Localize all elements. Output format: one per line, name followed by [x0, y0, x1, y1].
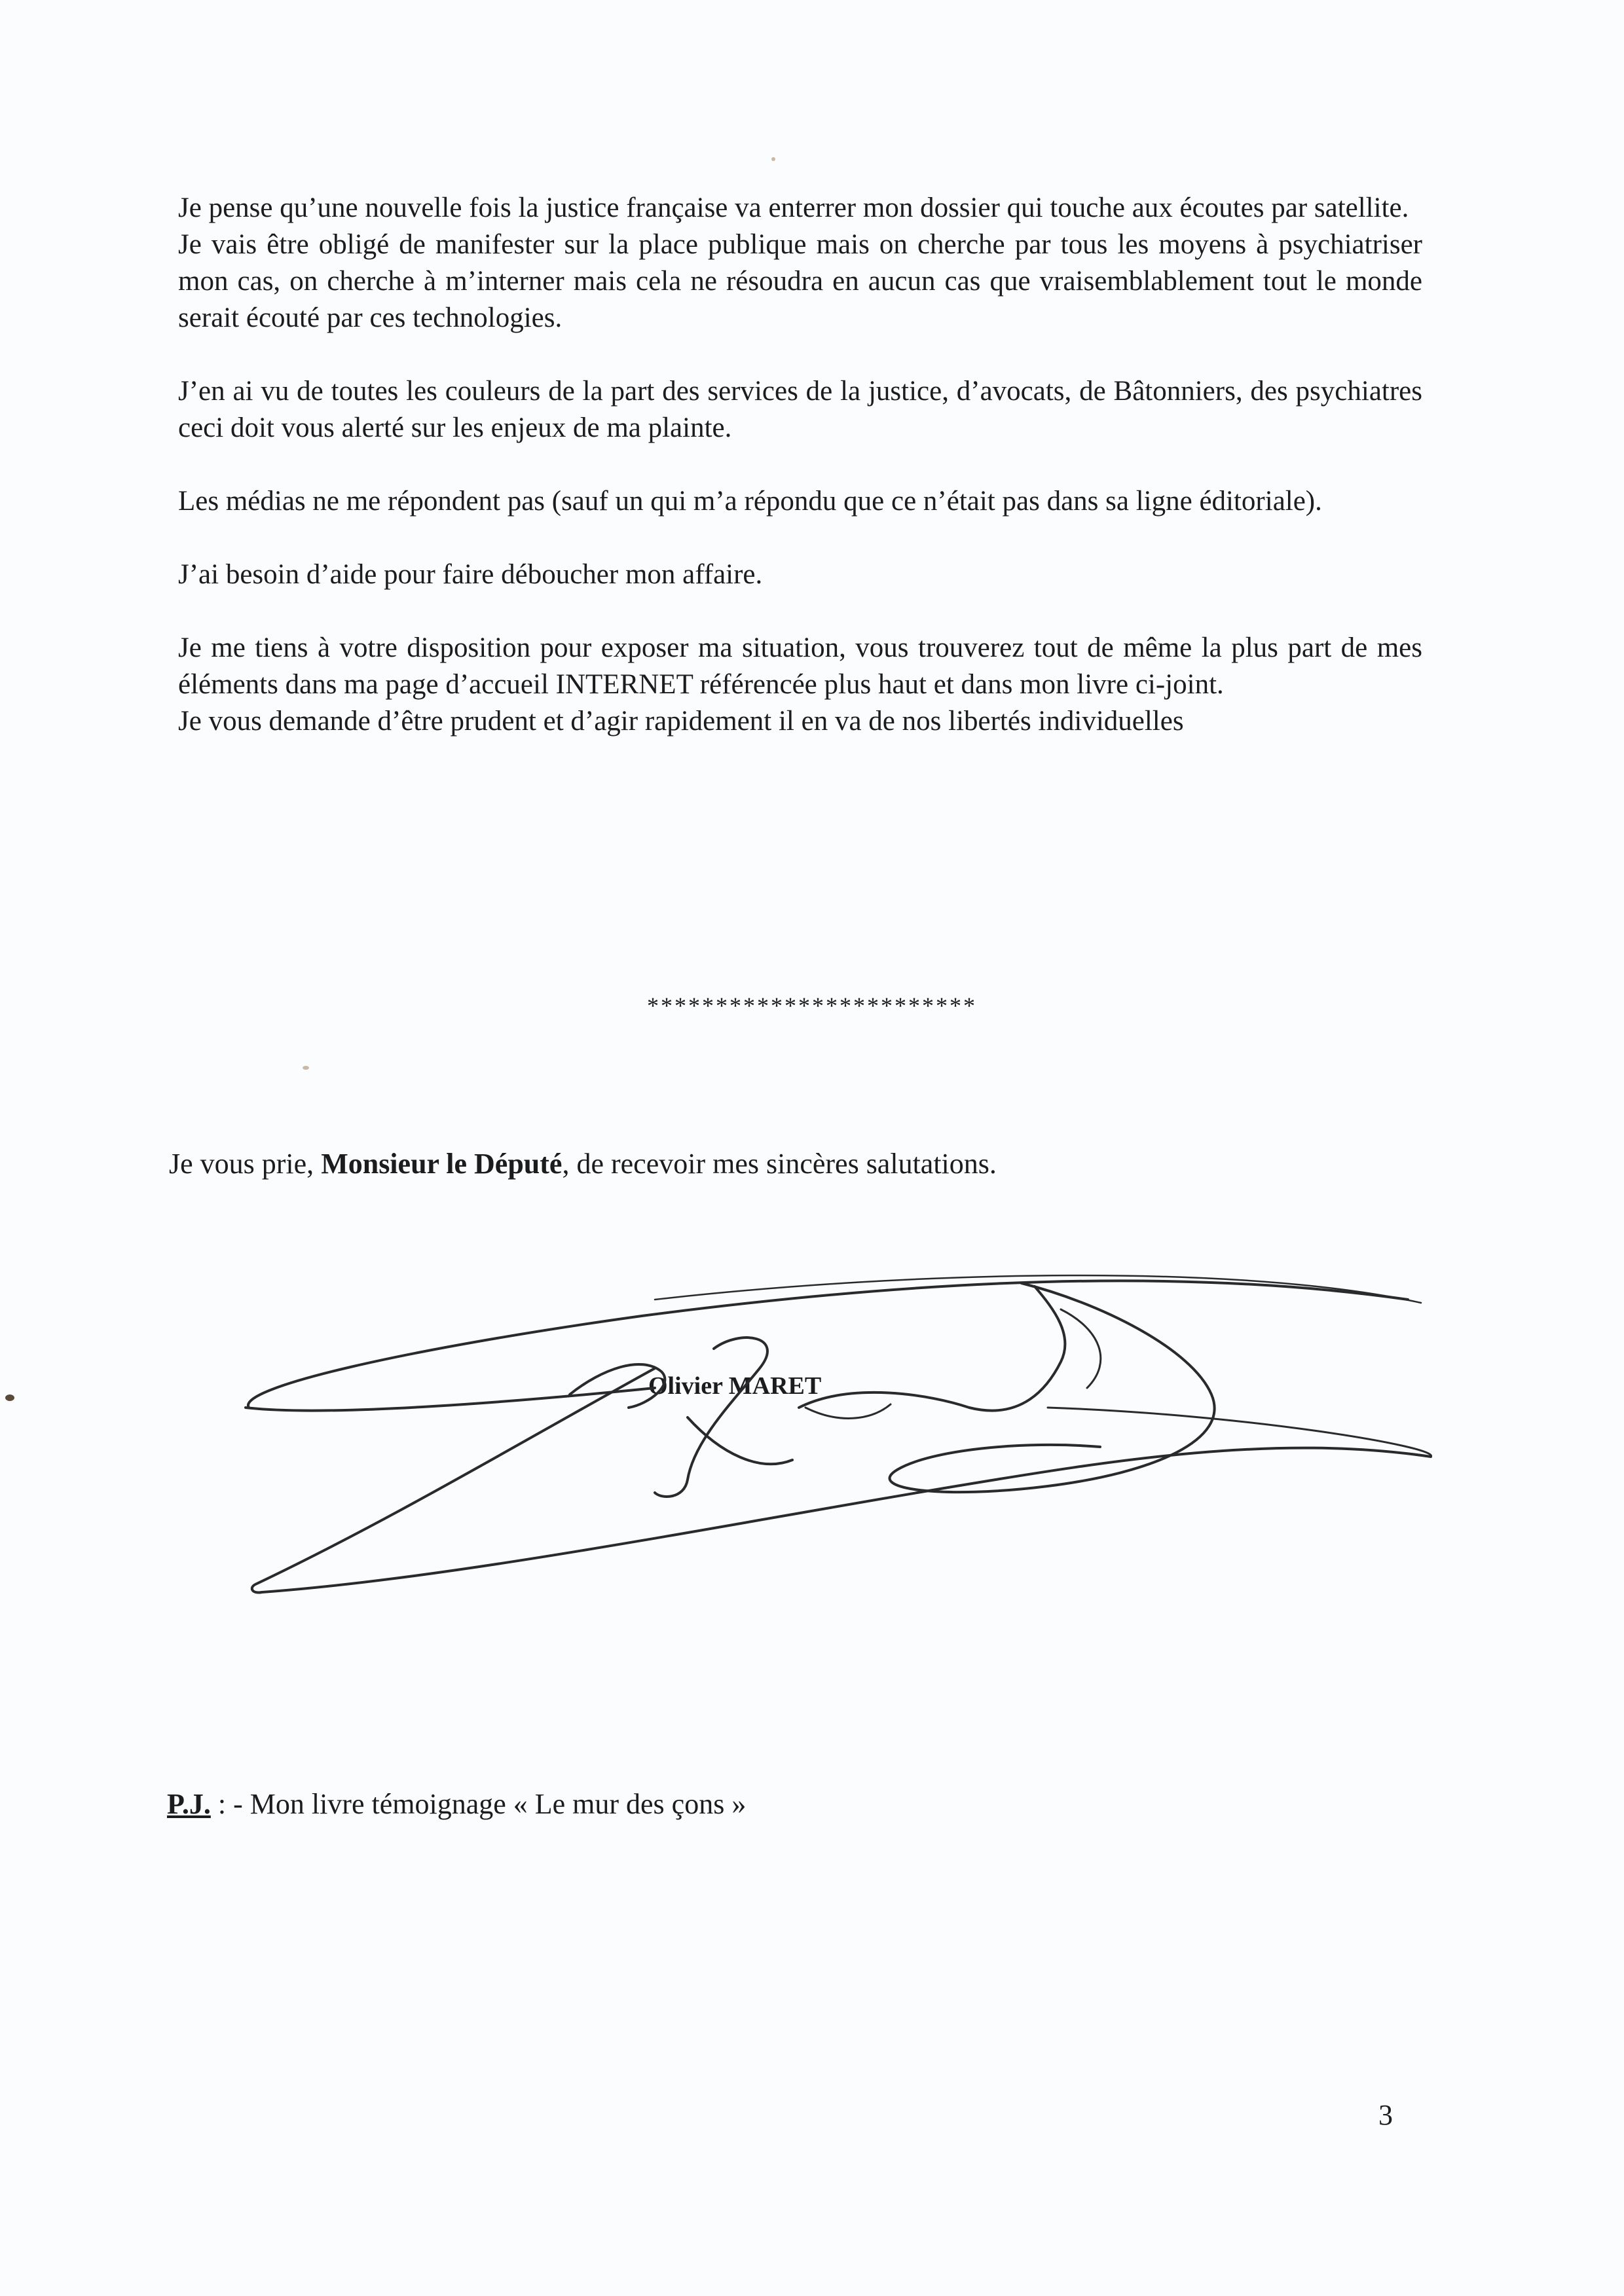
paper-speck	[5, 1394, 14, 1401]
paragraph-prudent: Je vous demande d’être prudent et d’agir rapidement il en va de nos libertés individuelles	[178, 706, 1184, 737]
paragraph-disposition: Je me tiens à votre disposition pour exposer ma situation, vous trouverez tout de même la plus part de mes éléments dans ma page d’accueil INTERNET référencée plus haut et dans mon livre ci-joint.	[178, 632, 1422, 700]
letter-body	[178, 190, 1422, 740]
paper-speck	[771, 157, 775, 161]
signer-name: Olivier MARET	[648, 1372, 822, 1400]
attachment-separator: :	[210, 1788, 234, 1820]
attachment-label: P.J.	[167, 1788, 211, 1820]
closing-after: , de recevoir mes sincères salutations.	[562, 1148, 997, 1180]
page-number: 3	[1378, 2099, 1393, 2131]
paragraph-couleurs: J’en ai vu de toutes les couleurs de la part des services de la justice, d’avocats, de Bâtonniers, des psychiatres ceci doit vous alerté sur les enjeux de ma plainte.	[178, 376, 1422, 443]
paragraph-aide: J’ai besoin d’aide pour faire déboucher mon affaire.	[178, 559, 763, 590]
paragraph-medias: Les médias ne me répondent pas (sauf un qui m’a répondu que ce n’était pas dans sa ligne éditoriale).	[178, 486, 1322, 517]
closing-recipient: Monsieur le Député	[321, 1148, 563, 1180]
attachment-text: - Mon livre témoignage « Le mur des çons »	[233, 1788, 747, 1820]
closing-before: Je vous prie,	[169, 1148, 322, 1180]
paragraph-satellite: Je pense qu’une nouvelle fois la justice française va enterrer mon dossier qui touche aux écoutes par satellite.	[178, 192, 1409, 223]
paper-speck	[303, 1066, 309, 1070]
closing-formula	[169, 1146, 997, 1182]
separator-stars: ************************	[647, 993, 977, 1019]
attachment-line	[167, 1786, 746, 1823]
paragraph-manifester: Je vais être obligé de manifester sur la place publique mais on cherche par tous les moyens à psychiatriser mon cas, on cherche à m’interner mais cela ne résoudra en aucun cas que vraisemblablement tout le monde serait écouté par ces technologies.	[178, 229, 1422, 333]
